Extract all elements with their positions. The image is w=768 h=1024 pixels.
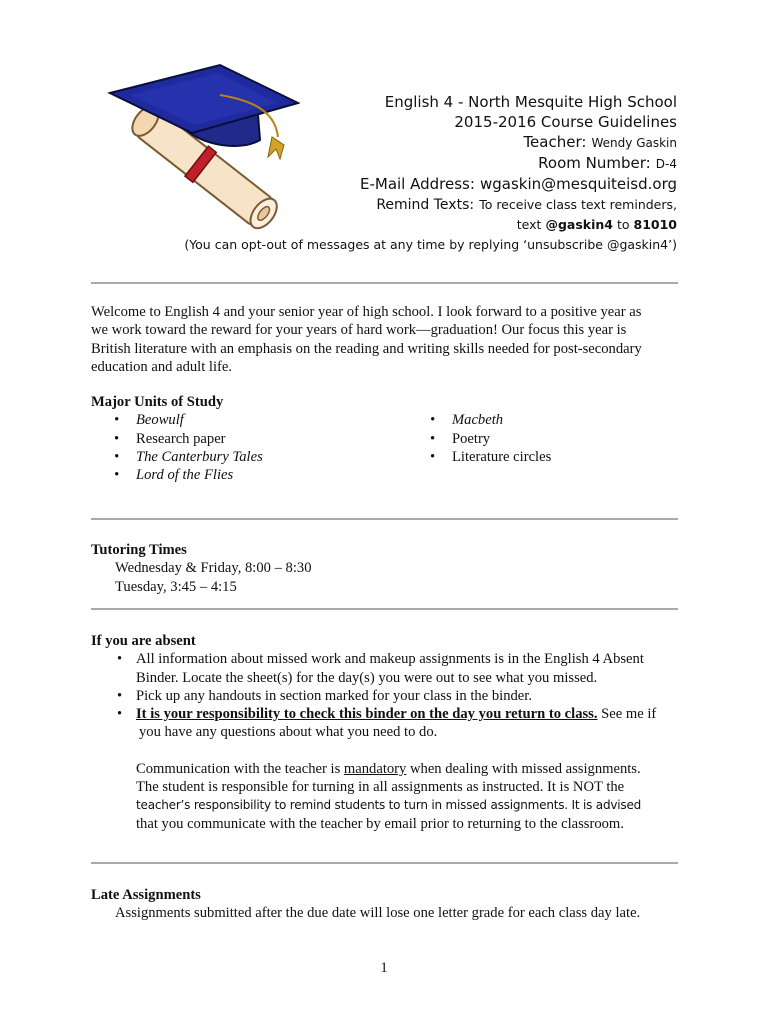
communication-paragraph xyxy=(91,760,681,833)
list-item: • Macbeth xyxy=(407,411,551,429)
list-item: • Research paper xyxy=(91,430,681,448)
tutoring-section xyxy=(91,541,681,596)
absent-line: Binder. Locate the sheet(s) for the day(s) you were out to see what you missed. xyxy=(136,669,598,686)
late-heading: Late Assignments xyxy=(91,887,201,903)
course-header xyxy=(184,92,677,255)
list-item xyxy=(91,650,681,687)
absent-line: • All information about missed work and makeup assignments is in the English 4 Absent xyxy=(136,651,644,668)
remind-code: @gaskin4 xyxy=(545,217,613,232)
email-address[interactable]: wgaskin@mesquiteisd.org xyxy=(480,175,677,193)
teacher-label: Teacher: xyxy=(523,133,587,151)
room-label: Room Number: xyxy=(538,154,651,172)
comm-line: The student is responsible for turning in all assignments as instructed. It is NOT the xyxy=(136,779,625,796)
late-line: Assignments submitted after the due date will lose one letter grade for each class day late. xyxy=(115,905,641,922)
absent-list xyxy=(91,650,681,741)
intro-line: we work toward the reward for your years of hard work—graduation! Our focus this year is xyxy=(91,322,627,339)
comm-text: when dealing with missed assignments. xyxy=(406,760,641,777)
units-section xyxy=(91,393,681,484)
intro-paragraph xyxy=(91,303,681,376)
divider xyxy=(91,282,678,284)
absent-section xyxy=(91,632,681,833)
absent-line: you have any questions about what you need to do. xyxy=(139,724,438,741)
units-list-right xyxy=(407,411,551,466)
divider xyxy=(91,608,678,610)
list-item: • Poetry xyxy=(407,430,551,448)
course-title: English 4 - North Mesquite High School xyxy=(384,93,677,111)
units-list-left xyxy=(91,411,681,484)
comm-line: that you communicate with the teacher by email prior to returning to the classroom. xyxy=(136,815,624,832)
teacher-name: Wendy Gaskin xyxy=(591,136,677,150)
tutoring-line: Tuesday, 3:45 – 4:15 xyxy=(115,578,237,595)
list-item: • Beowulf xyxy=(91,411,681,429)
list-item: • The Canterbury Tales xyxy=(91,448,681,466)
intro-line: British literature with an emphasis on the reading and writing skills needed for post-secondary xyxy=(91,340,642,357)
remind-label: Remind Texts: xyxy=(376,197,475,213)
text-word: text xyxy=(516,217,542,232)
list-item: • Pick up any handouts in section marked for your class in the binder. xyxy=(91,687,681,705)
tutoring-line: Wednesday & Friday, 8:00 – 8:30 xyxy=(115,560,312,577)
list-item xyxy=(91,705,681,742)
comm-text: Communication with the teacher is xyxy=(136,760,344,777)
mandatory-word: mandatory xyxy=(343,760,407,777)
list-item: • Lord of the Flies xyxy=(91,466,681,484)
units-heading: Major Units of Study xyxy=(91,394,224,410)
divider xyxy=(91,862,678,864)
intro-line: education and adult life. xyxy=(91,358,233,375)
absent-line: See me if xyxy=(597,706,657,723)
remind-number: 81010 xyxy=(633,217,677,232)
late-section xyxy=(91,886,681,923)
list-item: • Literature circles xyxy=(407,448,551,466)
page-number: 1 xyxy=(380,960,388,976)
to-word: to xyxy=(616,217,630,232)
course-subtitle: 2015-2016 Course Guidelines xyxy=(454,113,677,131)
optout-note: (You can opt-out of messages at any time by replying ‘unsubscribe @gaskin4’) xyxy=(184,237,677,252)
intro-line: Welcome to English 4 and your senior year of high school. I look forward to a positive year as xyxy=(91,304,642,320)
responsibility-emphasis: It is your responsibility to check this binder on the day you return to class. xyxy=(136,706,598,723)
remind-text: To receive class text reminders, xyxy=(479,197,677,212)
room-number: D-4 xyxy=(655,157,677,171)
divider xyxy=(91,518,678,520)
tutoring-heading: Tutoring Times xyxy=(91,542,187,558)
absent-heading: If you are absent xyxy=(91,633,196,649)
comm-line: teacher’s responsibility to remind students to turn in missed assignments. It is advised xyxy=(136,798,642,813)
email-label: E-Mail Address: xyxy=(359,175,475,193)
